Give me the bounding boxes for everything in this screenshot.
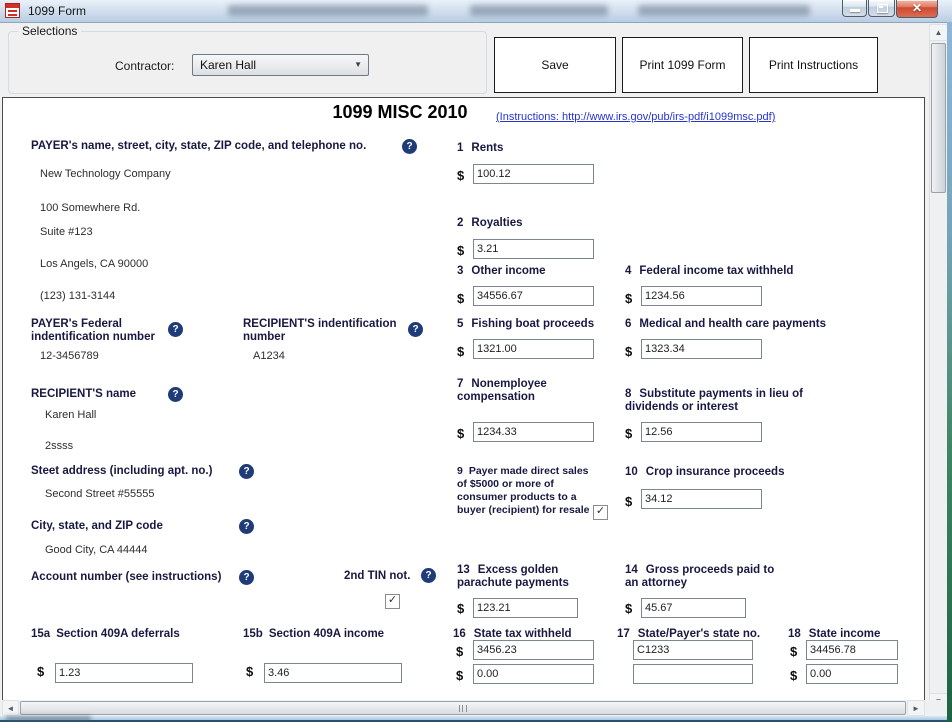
box15b-label: 15b Section 409A income <box>243 628 385 640</box>
vertical-scrollbar-thumb[interactable] <box>931 43 946 193</box>
help-icon[interactable]: ? <box>421 568 436 583</box>
currency-symbol: $ <box>456 668 464 683</box>
app-icon <box>5 3 20 18</box>
scroll-left-button[interactable] <box>2 700 19 716</box>
checkmark-icon: ✓ <box>595 505 606 517</box>
second-tin-label: 2nd TIN not. <box>344 570 411 582</box>
box15a-input[interactable] <box>55 663 193 683</box>
window-right-border <box>947 22 952 722</box>
payer-fed-id-label: PAYER's Federal indentification number <box>31 318 155 343</box>
box17-label: 17 State/Payer's state no. <box>617 628 761 640</box>
box15a-label: 15a Section 409A deferrals <box>31 628 180 640</box>
selections-group <box>8 24 487 94</box>
help-icon[interactable]: ? <box>239 464 254 479</box>
payer-suite: Suite #123 <box>40 226 93 238</box>
scroll-up-icon: ▲ <box>934 28 943 37</box>
currency-symbol: $ <box>790 668 798 683</box>
help-icon[interactable]: ? <box>168 322 183 337</box>
close-icon: ✕ <box>911 1 923 15</box>
currency-symbol: $ <box>457 243 465 258</box>
redacted-title-text <box>470 5 608 16</box>
horizontal-scrollbar-thumb[interactable] <box>20 701 906 715</box>
currency-symbol: $ <box>457 344 465 359</box>
box5-input[interactable] <box>473 339 594 359</box>
currency-symbol: $ <box>625 494 633 509</box>
box4-input[interactable] <box>641 286 762 306</box>
currency-symbol: $ <box>456 644 464 659</box>
box16-label: 16 State tax withheld <box>453 628 572 640</box>
print-1099-form-button[interactable]: Print 1099 Form <box>622 37 743 93</box>
box13-input[interactable] <box>473 598 578 618</box>
box7-label: 7 Nonemployee compensation <box>457 378 547 403</box>
help-icon[interactable]: ? <box>408 322 423 337</box>
box8-label: 8 Substitute payments in lieu of dividends or interest <box>625 388 803 413</box>
box3-label: 3 Other income <box>457 265 546 277</box>
second-tin-checkbox[interactable] <box>385 594 400 609</box>
selections-group-label: Selections <box>18 24 81 38</box>
checkmark-icon: ✓ <box>387 594 398 606</box>
restore-icon <box>877 4 888 13</box>
box6-input[interactable] <box>641 339 762 359</box>
payer-city: Los Angels, CA 90000 <box>40 258 149 270</box>
instructions-link[interactable]: (Instructions: http://www.irs.gov/pub/irs-pdf/i1099msc.pdf) <box>496 111 776 123</box>
title-bar[interactable] <box>0 0 952 23</box>
currency-symbol: $ <box>625 291 633 306</box>
currency-symbol: $ <box>457 426 465 441</box>
box15b-input[interactable] <box>264 663 402 683</box>
box8-input[interactable] <box>641 422 762 442</box>
box9-checkbox[interactable] <box>593 505 608 520</box>
recipient-id-label: RECIPIENT'S indentification number <box>243 318 397 343</box>
redacted-title-text <box>638 5 810 16</box>
currency-symbol: $ <box>457 168 465 183</box>
help-icon[interactable]: ? <box>239 519 254 534</box>
window-title: 1099 Form <box>28 4 87 18</box>
box10-label: 10 Crop insurance proceeds <box>625 466 785 478</box>
help-icon[interactable]: ? <box>402 139 417 154</box>
contractor-label: Contractor: <box>115 59 175 73</box>
resize-corner[interactable] <box>926 700 948 716</box>
redacted-bottom-text <box>6 716 91 721</box>
scroll-right-icon: ► <box>912 703 920 713</box>
box14-label: 14 Gross proceeds paid to an attorney <box>625 564 775 589</box>
box1-input[interactable] <box>473 164 594 184</box>
box2-label: 2 Royalties <box>457 217 523 229</box>
currency-symbol: $ <box>625 426 633 441</box>
currency-symbol: $ <box>457 291 465 306</box>
recipient-street-label: Steet address (including apt. no.) <box>31 465 213 477</box>
box6-label: 6 Medical and health care payments <box>625 318 827 330</box>
currency-symbol: $ <box>625 601 633 616</box>
currency-symbol: $ <box>457 601 465 616</box>
currency-symbol: $ <box>37 664 45 679</box>
minimize-icon <box>850 9 860 12</box>
recipient-name-label: RECIPIENT'S name <box>31 388 136 400</box>
box16-input-2[interactable] <box>473 664 594 684</box>
currency-symbol: $ <box>246 664 254 679</box>
contractor-dropdown[interactable] <box>192 54 369 76</box>
recipient-city-label: City, state, and ZIP code <box>31 520 163 532</box>
help-icon[interactable]: ? <box>168 387 183 402</box>
recipient-name: Karen Hall <box>45 409 97 421</box>
box4-label: 4 Federal income tax withheld <box>625 265 794 277</box>
box1-label: 1 Rents <box>457 142 504 154</box>
recipient-city: Good City, CA 44444 <box>45 544 148 556</box>
payer-name: New Technology Company <box>40 168 171 180</box>
scroll-right-button[interactable] <box>907 700 925 716</box>
payer-info-label: PAYER's name, street, city, state, ZIP code, and telephone no. <box>31 140 367 152</box>
box18-input-1[interactable] <box>806 640 898 660</box>
scrollbar-grip-icon <box>459 705 467 712</box>
box14-input[interactable] <box>641 598 746 618</box>
recipient-name2: 2ssss <box>45 440 74 452</box>
box17-input-2[interactable] <box>633 664 753 684</box>
scroll-left-icon: ◄ <box>6 703 15 713</box>
scroll-up-button[interactable] <box>929 24 948 41</box>
box18-input-2[interactable] <box>806 664 898 684</box>
close-button[interactable] <box>896 0 938 18</box>
account-number-label: Account number (see instructions) <box>31 571 222 583</box>
form-title: 1099 MISC 2010 <box>332 102 468 122</box>
box10-input[interactable] <box>641 489 762 509</box>
payer-street: 100 Somewhere Rd. <box>40 202 141 214</box>
help-icon[interactable]: ? <box>239 570 254 585</box>
recipient-street: Second Street #55555 <box>45 488 155 500</box>
box17-input-1[interactable] <box>633 640 753 660</box>
payer-phone: (123) 131-3144 <box>40 290 116 302</box>
box18-label: 18 State income <box>788 628 881 640</box>
contractor-selected-value: Karen Hall <box>200 58 257 72</box>
box13-label: 13 Excess golden parachute payments <box>457 564 569 589</box>
minimize-button[interactable] <box>842 0 867 17</box>
redacted-title-text <box>228 5 428 16</box>
box9-label: 9 Payer made direct sales of $5000 or more of consumer products to a buyer (recipient) for resale <box>457 465 590 516</box>
payer-fed-id: 12-3456789 <box>40 350 99 362</box>
chevron-down-icon: ▼ <box>354 60 362 69</box>
box16-input-1[interactable] <box>473 640 594 660</box>
box2-input[interactable] <box>473 239 594 259</box>
currency-symbol: $ <box>625 344 633 359</box>
box7-input[interactable] <box>473 422 594 442</box>
print-instructions-button[interactable]: Print Instructions <box>749 37 878 93</box>
currency-symbol: $ <box>790 644 798 659</box>
window-bottom-border <box>0 716 947 722</box>
save-button[interactable]: Save <box>494 37 616 93</box>
maximize-button[interactable] <box>868 0 895 17</box>
box3-input[interactable] <box>473 286 594 306</box>
box5-label: 5 Fishing boat proceeds <box>457 318 595 330</box>
recipient-id: A1234 <box>253 350 285 362</box>
